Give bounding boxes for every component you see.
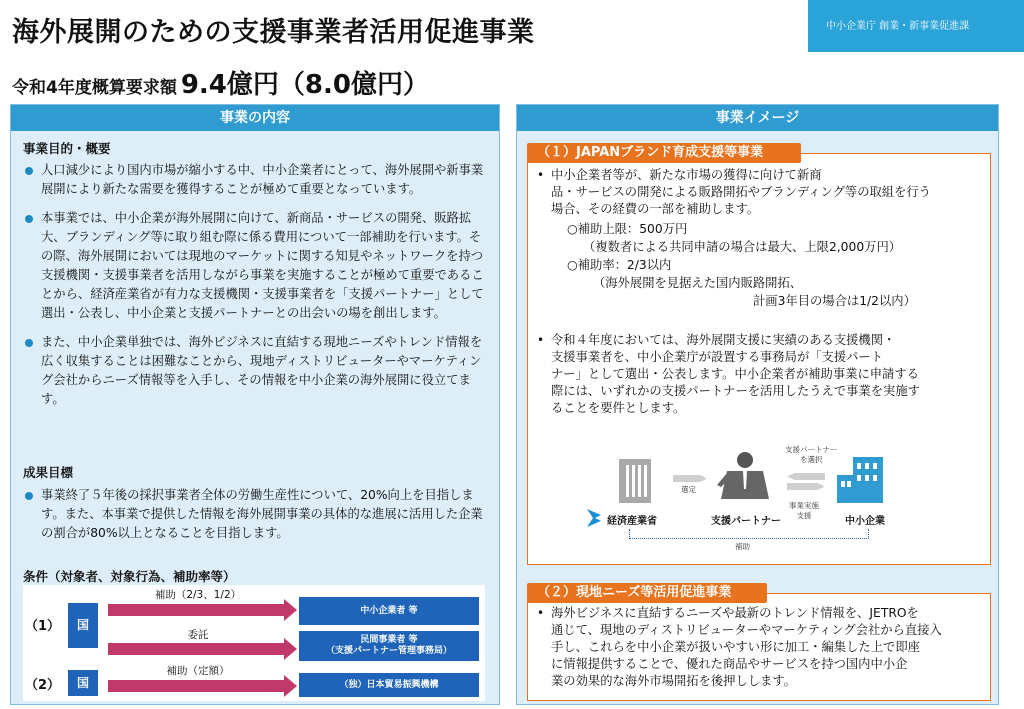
business-image-panel: [516, 104, 999, 705]
budget-amount: 9.4億円（8.0億円）: [180, 70, 429, 100]
meti-building-icon: [619, 459, 651, 503]
meti-label: 経済産業省: [607, 516, 657, 527]
select-label: 選定: [681, 485, 696, 494]
purpose-bullet: また、中小企業単独では、海外ビジネスに直結する現地ニーズやトレンド情報を広く収集することは困難なことから、現地ディストリビューターやマーケティング会社からニーズ情報等を入手し、その情報を中小企業の海外展開に役立てます。: [23, 333, 487, 409]
section1-content: [533, 167, 983, 417]
arrow1-label: 補助（2/3、1/2）: [154, 589, 242, 601]
row2-number: （2）: [25, 678, 61, 693]
bullet-dot-icon: [25, 339, 33, 347]
subsidy-label: 補助: [735, 542, 750, 551]
select-arrow-icon: [673, 475, 707, 482]
subsidy-limit-note: （複数者による共同申請の場合は最大、上限2,000万円）: [583, 240, 902, 254]
target-bullet: 事業終了５年後の採択事業者全体の労働生産性について、20%向上を目指します。また、本事業で提供した情報を海外展開事業の具体的な進展に活用した企業の割合が80%以上となることを目指します。: [23, 486, 487, 543]
country-box-1: 国: [68, 603, 98, 648]
section2-bullet: • 海外ビジネスに直結するニーズや最新のトレンド情報を、JETROを 通じて、現地のディストリビューターやマーケティング会社から直接入 手し、これらを中小企業が扱いやすい形に加工・編集した上で即座 に情報提供することで、優れた商品やサービスを持つ国内中小企 業の効果的な海外市場開拓を後押しします。: [537, 606, 942, 688]
implement-label: 事業実施 支援: [789, 501, 819, 520]
subsidy-rate-note: （海外展開を見据えた国内販路開拓、: [593, 276, 803, 290]
purpose-section: [23, 139, 487, 409]
conditions-heading: 条件（対象者、対象行為、補助率等）: [23, 569, 236, 584]
sme-factory-icon: [835, 455, 887, 505]
subsidy-rate-note-2: 計画3年目の場合は1/2以内）: [753, 294, 916, 308]
arrow3-head-icon: [284, 675, 297, 697]
recipient-jetro-box: （独）日本貿易振興機構: [299, 673, 479, 697]
business-content-panel: [10, 104, 500, 705]
bullet-dot-icon: [25, 492, 33, 500]
recipient-sme-box: 中小企業者 等: [299, 597, 479, 625]
business-content-header: 事業の内容: [11, 105, 499, 131]
partner-diagram: [577, 445, 937, 560]
business-image-header: 事業イメージ: [517, 105, 998, 131]
section2-title: （２）現地ニーズ等活用促進事業: [527, 583, 767, 603]
recipient-private-box: 民間事業者 等 （支援パートナー管理事務局）: [299, 631, 479, 661]
bullet-dot-icon: •: [537, 333, 545, 347]
bullet-dot-icon: [25, 215, 33, 223]
purpose-heading: 事業目的・概要: [23, 141, 111, 156]
subsidy-rate: ○補助率：2/3以内: [567, 258, 672, 272]
purpose-bullet: 本事業では、中小企業が海外展開に向けて、新商品・サービスの開発、販路拡大、ブランディング等に取り組む際に係る費用について一部補助を行います。その際、海外展開においては現地のマーケットに関する知見やネットワークを持つ支援機関・支援事業者を活用しながら事業を実施することが極めて重要であることから、経済産業省が有力な支援機関・支援事業者を「支援パートナー」として選出・公表し、中小企業と支援パートナーとの出会いの場を創出します。: [23, 209, 487, 323]
country-box-2: 国: [68, 670, 98, 696]
budget-label: 令和4年度概算要求額: [12, 78, 177, 98]
partner-person-icon: [717, 451, 773, 503]
row1-number: （1）: [25, 619, 61, 634]
choose-arrow-icon: [787, 473, 825, 480]
implement-arrow-icon: [787, 483, 825, 490]
department-badge: 中小企業庁 創業・新事業促進課: [808, 0, 1024, 52]
target-heading: 成果目標: [23, 465, 74, 480]
subsidy-line: [629, 529, 869, 539]
partner-label: 支援パートナー: [711, 516, 781, 527]
arrow3-label: 補助（定額）: [166, 665, 230, 677]
arrow2-shaft: [108, 643, 284, 655]
arrow2-label: 委託: [187, 629, 209, 641]
conditions-flow: [23, 585, 485, 701]
bullet-dot-icon: •: [537, 606, 545, 620]
budget-line: [12, 64, 429, 101]
page-title: 海外展開のための支援事業者活用促進事業: [12, 17, 535, 48]
choose-label: 支援パートナー を選択: [785, 445, 838, 464]
bullet-dot-icon: •: [537, 168, 545, 182]
bullet-dot-icon: [25, 167, 33, 175]
meti-logo-icon: [585, 507, 603, 529]
arrow3-shaft: [108, 680, 284, 692]
arrow2-head-icon: [284, 638, 297, 660]
purpose-bullet: 人口減少により国内市場が縮小する中、中小企業者にとって、海外展開や新事業展開により新たな需要を獲得することが極めて重要となっています。: [23, 161, 487, 199]
arrow1-shaft: [108, 604, 284, 616]
target-section: [23, 463, 487, 543]
section1-title: （１）JAPANブランド育成支援等事業: [527, 143, 801, 163]
section1-bullet-2: • 令和４年度においては、海外展開支援に実績のある支援機関・ 支援事業者を、中小企業庁が設置する事務局が「支援パート ナー」として選出・公表します。中小企業者が補助事業に申請する 際には、いずれかの支援パートナーを活用したうえで事業を実施す ることを要件とします。: [537, 333, 920, 415]
section2-content: [533, 605, 985, 690]
section1-bullet: • 中小企業者等が、新たな市場の獲得に向けて新商 品・サービスの開発による販路開拓やブランディング等の取組を行う 場合、その経費の一部を補助します。: [537, 168, 931, 216]
sme-label: 中小企業: [845, 516, 885, 527]
arrow1-head-icon: [284, 599, 297, 621]
subsidy-limit: ○補助上限：500万円: [567, 222, 688, 236]
